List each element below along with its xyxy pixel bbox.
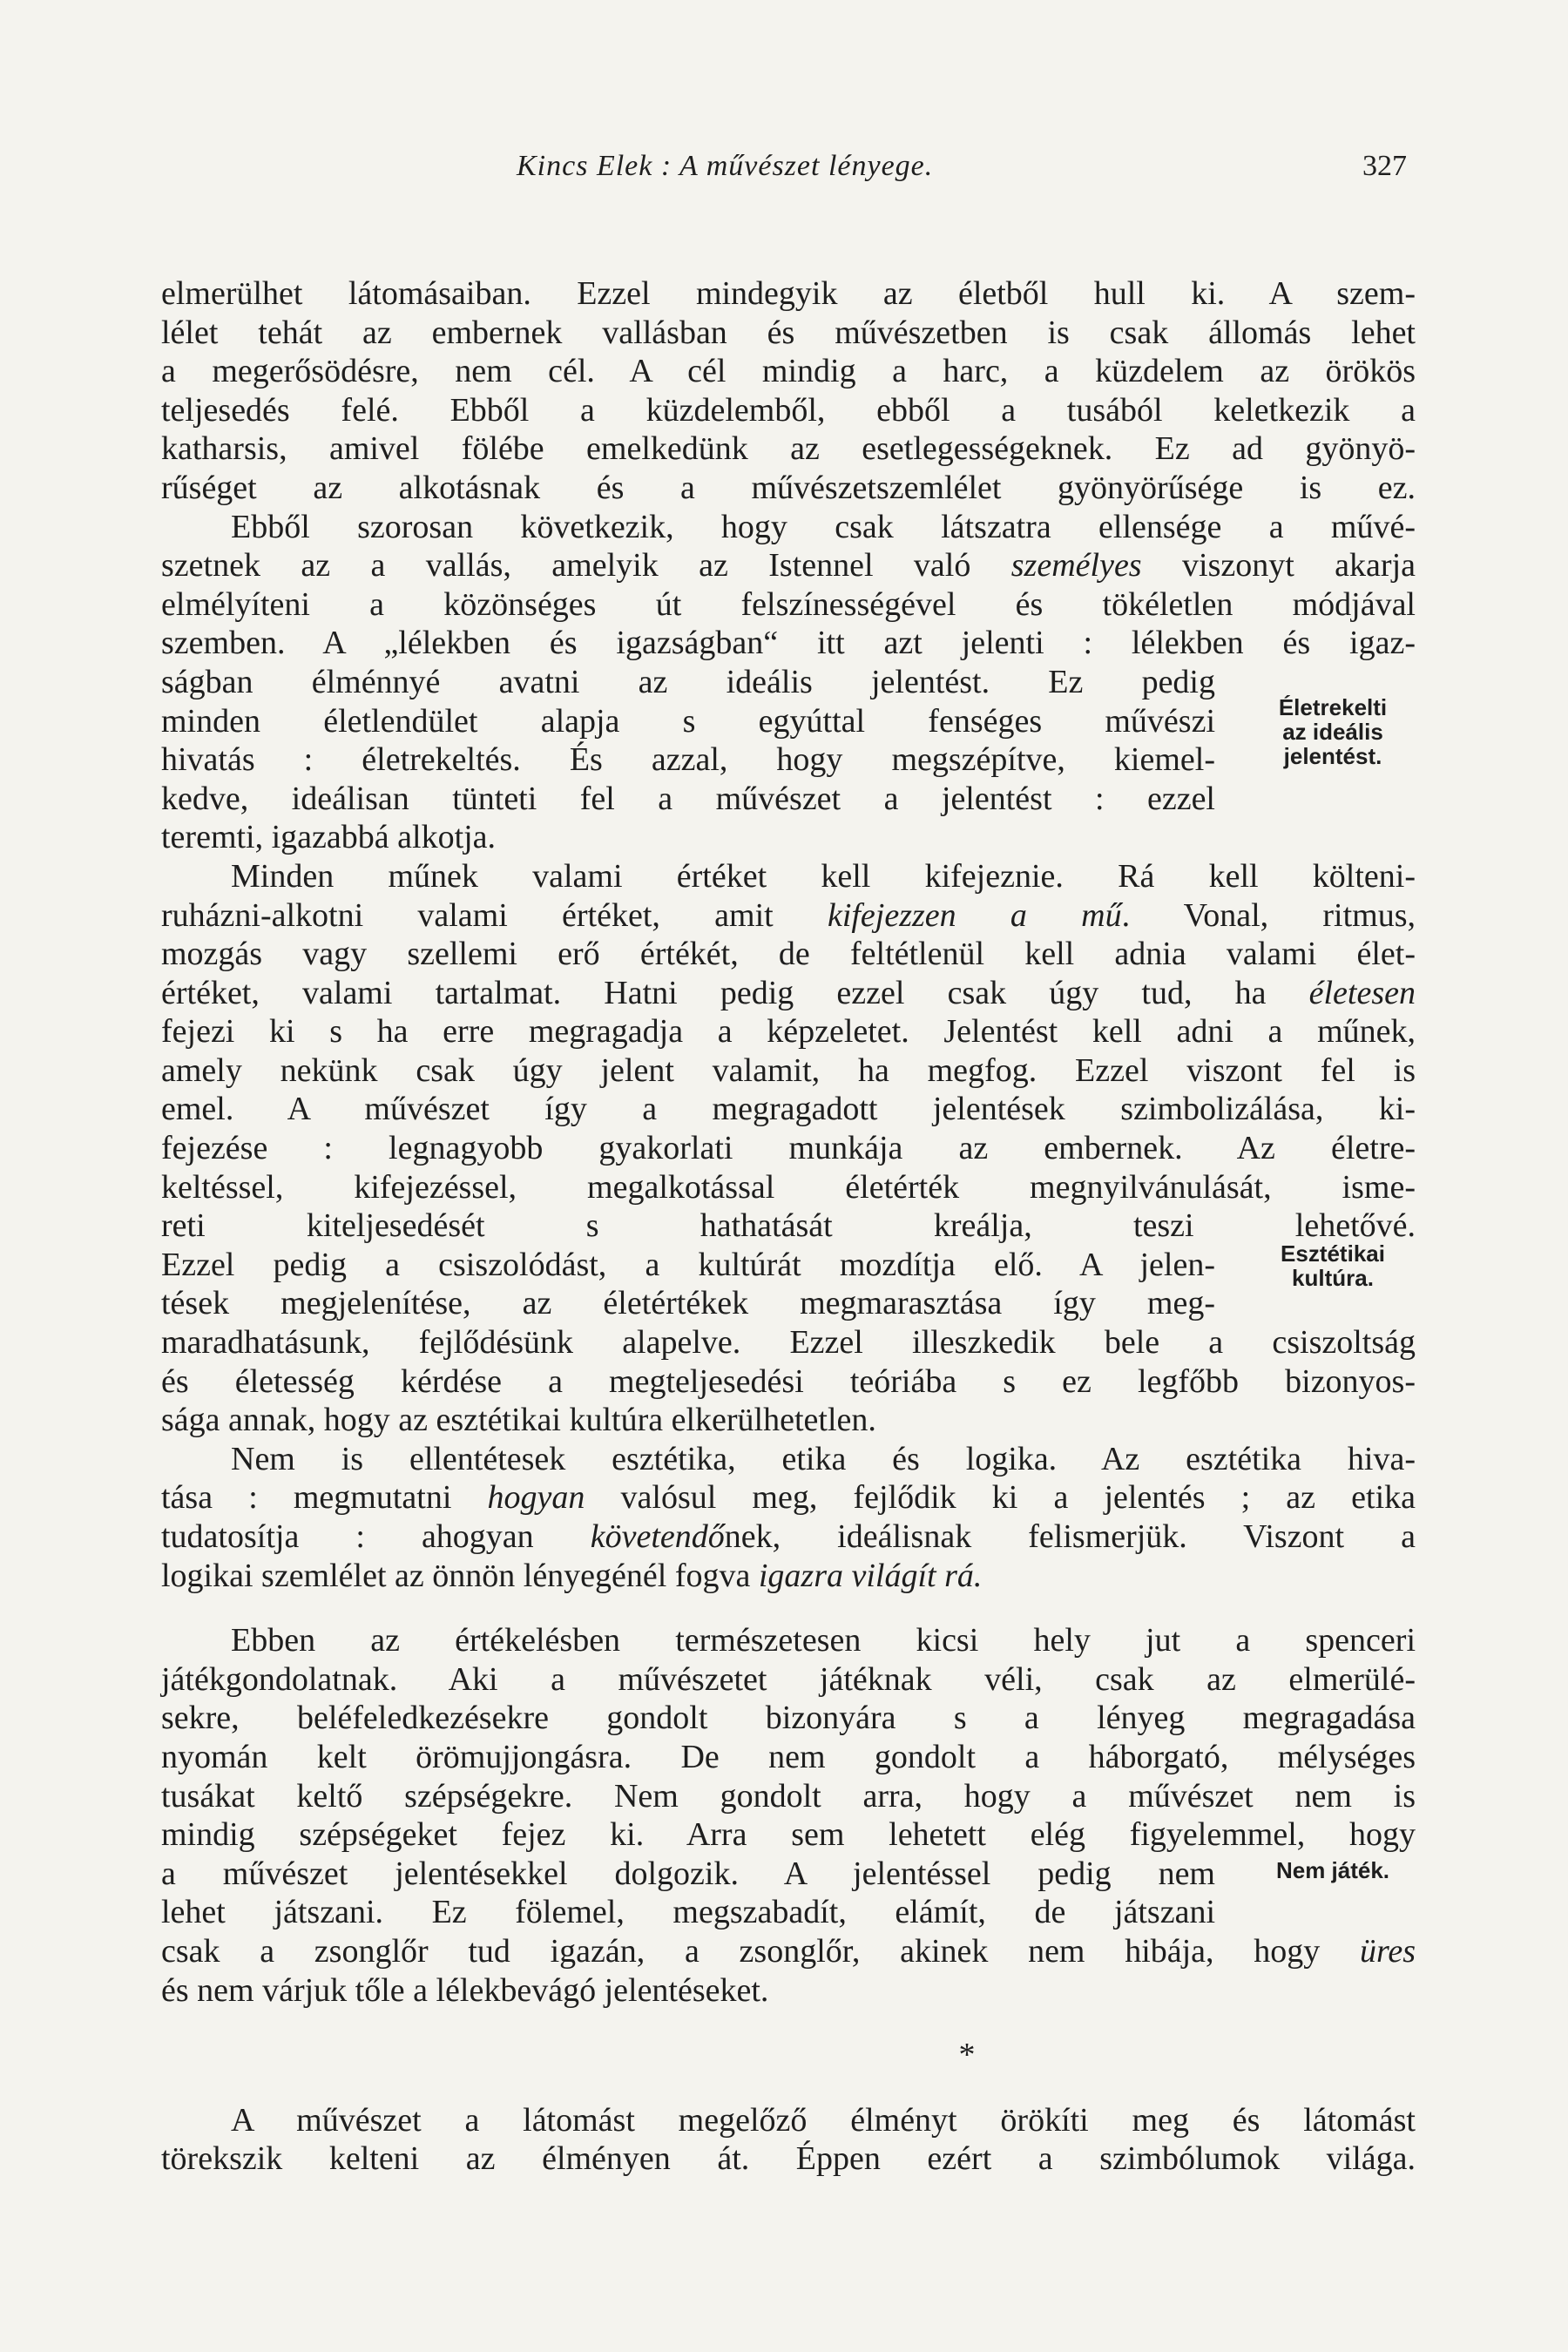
text-line: fejezése : legnagyobb gyakorlati munkája az embernek. Az életre-: [161, 1130, 1416, 1167]
text-line: hivatás : életrekeltés. És azzal, hogy megszépítve, kiemel-: [161, 741, 1215, 779]
text-line: A művészet a látomást megelőző élményt örökíti meg és látomást: [231, 2101, 1416, 2139]
text-line: elmélyíteni a közönséges út felszínességével és tökéletlen módjával: [161, 585, 1416, 623]
paragraph-gap: [161, 1595, 1416, 1621]
text-line: [161, 1932, 1416, 1971]
text-line: lehet játszani. Ez fölemel, megszabadít, elámít, de játszani: [161, 1894, 1215, 1931]
text-line: a művészet jelentésekkel dolgozik. A jelentéssel pedig nem: [161, 1855, 1215, 1892]
text-line: Ezzel pedig a csiszolódást, a kultúrát mozdítja elő. A jelen-: [161, 1246, 1215, 1283]
text-line: sága annak, hogy az esztétikai kultúra elkerülhetetlen.: [161, 1402, 876, 1439]
text-line: [161, 546, 1416, 585]
italic-span: igazra világít rá.: [758, 1557, 983, 1594]
text-line: teljesedés felé. Ebből a küzdelemből, ebből a tusából keletkezik a: [161, 391, 1416, 429]
paragraph-gap: [161, 2010, 1416, 2036]
italic-span: követendő: [590, 1518, 725, 1555]
paragraph-gap: [161, 2075, 1416, 2101]
italic-span: életesen: [1308, 974, 1416, 1011]
text-line: minden életlendület alapja s egyúttal fenséges művészi: [161, 702, 1215, 740]
text-line: Ebben az értékelésben természetesen kicsi hely jut a spenceri: [231, 1622, 1416, 1659]
margin-note-esztetikai-kultura: [1246, 1241, 1420, 1290]
margin-note-nem-jatek: [1246, 1858, 1420, 1882]
text-span: ruházni-alkotni valami értéket, amit: [161, 896, 828, 934]
text-span: valósul meg, fejlődik ki a jelentés ; az etika: [585, 1479, 1416, 1517]
text-line: lélet tehát az embernek vallásban és művészetben is csak állomás lehet: [161, 314, 1416, 351]
text-line: reti kiteljesedését s hathatását kreálja, teszi lehetővé.: [161, 1207, 1416, 1245]
text-line: keltéssel, kifejezéssel, megalkotással életérték megnyilvánulását, isme-: [161, 1168, 1416, 1206]
text-line: tések megjelenítése, az életértékek megmarasztása így meg-: [161, 1285, 1215, 1322]
italic-span: kifejezzen a mű: [827, 896, 1122, 934]
text-line: szemben. A „lélekben és igazságban“ itt azt jelenti : lélekben és igaz-: [161, 625, 1416, 662]
text-line: kedve, ideálisan tünteti fel a művészet a jelentést : ezzel: [161, 780, 1215, 817]
margin-note-line: Nem játék.: [1275, 1857, 1390, 1883]
page-header: [161, 150, 1407, 195]
margin-note-eletrekelti: [1246, 695, 1420, 768]
text-line: [161, 1517, 1416, 1557]
text-line: rűséget az alkotásnak és a művészetszemlélet gyönyörűsége is ez.: [161, 469, 1416, 506]
text-line: katharsis, amivel fölébe emelkedünk az esetlegességeknek. Ez ad gyönyö-: [161, 430, 1416, 468]
text-line: a megerősödésre, nem cél. A cél mindig a harc, a küzdelem az örökös: [161, 353, 1416, 390]
margin-note-line: Esztétikai: [1281, 1240, 1385, 1267]
body-text: [161, 274, 1416, 2179]
margin-note-line: kultúra.: [1292, 1265, 1374, 1291]
text-span: . Vonal, ritmus,: [1121, 896, 1416, 934]
text-span: tudatosítja : ahogyan: [161, 1518, 591, 1555]
text-line: Nem is ellentétesek esztétika, etika és logika. Az esztétika hiva-: [231, 1440, 1416, 1477]
text-line: elmerülhet látomásaiban. Ezzel mindegyik az életből hull ki. A szem-: [161, 275, 1416, 312]
margin-note-line: az ideális: [1282, 719, 1383, 745]
text-line: és nem várjuk tőle a lélekbevágó jelentéseket.: [161, 1971, 769, 2009]
italic-span: személyes: [1010, 547, 1142, 585]
section-break-asterisk: *: [958, 2037, 976, 2074]
text-line: törekszik kelteni az élményen át. Éppen ezért a szimbólumok világa.: [161, 2140, 1416, 2178]
text-line: fejezi ki s ha erre megragadja a képzeletet. Jelentést kell adni a műnek,: [161, 1013, 1416, 1051]
text-line: Minden műnek valami értéket kell kifejeznie. Rá kell költeni-: [231, 857, 1416, 895]
text-line: [161, 1478, 1416, 1517]
text-line: [161, 896, 1416, 936]
text-line: sekre, beléfeledkezésekre gondolt bizonyára s a lényeg megragadása: [161, 1700, 1416, 1737]
text-line: és életesség kérdése a megteljesedési teóriába s ez legfőbb bizonyos-: [161, 1362, 1416, 1400]
text-line: nyomán kelt örömujjongásra. De nem gondolt a háborgató, mélységes: [161, 1738, 1416, 1775]
text-line: Ebből szorosan következik, hogy csak látszatra ellensége a művé-: [231, 508, 1416, 545]
page-number: 327: [1362, 150, 1407, 182]
text-line: [161, 974, 1416, 1013]
text-line: [161, 1557, 1416, 1596]
text-span: szetnek az a vallás, amelyik az Istennel való: [161, 547, 1011, 585]
text-span: nek, ideálisnak felismerjük. Viszont a: [724, 1518, 1416, 1555]
text-span: tása : megmutatni: [161, 1479, 488, 1517]
text-line: emel. A művészet így a megragadott jelentések szimbolizálása, ki-: [161, 1091, 1416, 1128]
italic-span: hogyan: [487, 1479, 585, 1517]
text-span: viszonyt akarja: [1141, 547, 1416, 585]
text-line: amely nekünk csak úgy jelent valamit, ha megfog. Ezzel viszont fel is: [161, 1051, 1416, 1089]
margin-note-line: jelentést.: [1283, 743, 1382, 769]
text-line: ságban élménnyé avatni az ideális jelentést. Ez pedig: [161, 663, 1215, 700]
text-span: értéket, valami tartalmat. Hatni pedig ezzel csak úgy tud, ha: [161, 974, 1309, 1011]
margin-note-line: Életrekelti: [1278, 694, 1388, 720]
running-head: Kincs Elek : A művészet lényege.: [517, 150, 934, 182]
text-line: teremti, igazabbá alkotja.: [161, 819, 497, 856]
text-span: csak a zsonglőr tud igazán, a zsonglőr, akinek nem hibája, hogy: [161, 1932, 1360, 1970]
text-line: mozgás vagy szellemi erő értékét, de feltétlenül kell adnia valami élet-: [161, 936, 1416, 973]
text-line: tusákat keltő szépségekre. Nem gondolt arra, hogy a művészet nem is: [161, 1777, 1416, 1815]
text-line: maradhatásunk, fejlődésünk alapelve. Ezzel illeszkedik bele a csiszoltság: [161, 1324, 1416, 1362]
text-span: logikai szemlélet az önnön lényegénél fogva: [161, 1557, 759, 1594]
text-line: mindig szépségeket fejez ki. Arra sem lehetett elég figyelemmel, hogy: [161, 1816, 1416, 1854]
italic-span: üres: [1359, 1932, 1416, 1970]
text-line: játékgondolatnak. Aki a művészetet játéknak véli, csak az elmerülé-: [161, 1660, 1416, 1698]
